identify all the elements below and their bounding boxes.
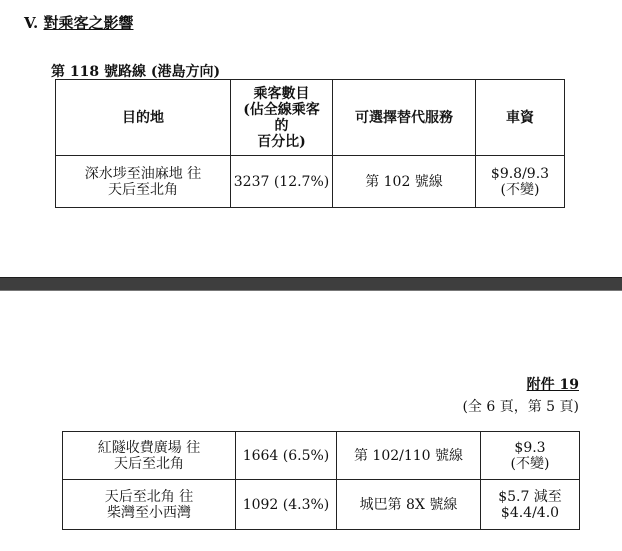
- cell-alternative: 第 102/110 號線: [337, 432, 481, 480]
- cell-passengers: 1664 (6.5%): [236, 432, 337, 480]
- annex-label: 附件 19: [526, 377, 579, 393]
- route-118-table: [55, 79, 565, 208]
- table-row: [63, 432, 580, 480]
- table-header-row: [56, 80, 565, 156]
- page-break-divider: [0, 277, 622, 291]
- page-info: (全 6 頁，第 5 頁): [462, 399, 579, 415]
- cell-fare: $9.8/9.3 (不變): [476, 156, 565, 208]
- header-passengers: 乘客數目 (佔全線乘客 的 百分比): [231, 80, 333, 156]
- cell-destination: 天后至北角 往 柴灣至小西灣: [63, 480, 236, 530]
- cell-destination: 紅隧收費廣場 往 天后至北角: [63, 432, 236, 480]
- cell-alternative: 城巴第 8X 號線: [337, 480, 481, 530]
- section-heading: [24, 12, 134, 33]
- cell-destination: 深水埗至油麻地 往 天后至北角: [56, 156, 231, 208]
- section-title: 對乘客之影響: [43, 14, 134, 32]
- header-destination: 目的地: [56, 80, 231, 156]
- cell-alternative: 第 102 號線: [333, 156, 476, 208]
- cell-passengers: 1092 (4.3%): [236, 480, 337, 530]
- cell-fare: $9.3 (不變): [481, 432, 580, 480]
- header-fare: 車資: [476, 80, 565, 156]
- table-row: [56, 156, 565, 208]
- table-row: [63, 480, 580, 530]
- route-continuation-table: [62, 431, 580, 530]
- cell-fare: $5.7 減至 $4.4/4.0: [481, 480, 580, 530]
- route-title: 第 118 號路線 (港島方向): [51, 64, 221, 80]
- section-number: V.: [24, 14, 39, 32]
- cell-passengers: 3237 (12.7%): [231, 156, 333, 208]
- header-alternative: 可選擇替代服務: [333, 80, 476, 156]
